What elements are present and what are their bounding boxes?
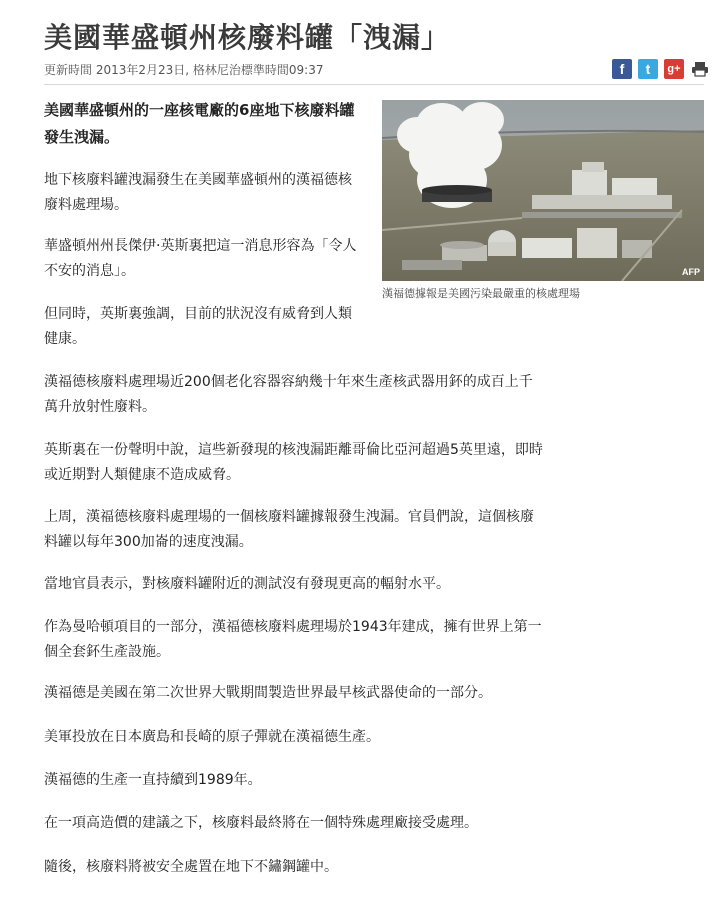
headline: 美國華盛頓州核廢料罐「洩漏」: [44, 21, 451, 54]
paragraph: 但同時，英斯裏強調，目前的狀況沒有威脅到人類健康。: [44, 306, 352, 347]
article-figure: [382, 100, 704, 301]
paragraph: 作為曼哈頓項目的一部分，漢福德核廢料處理場於1943年建成，擁有世界上第一個全套鈈生產設施。: [44, 619, 542, 660]
facebook-share-icon[interactable]: f: [612, 59, 632, 79]
paragraph: 當地官員表示，對核廢料罐附近的測試沒有發現更高的輻射水平。: [44, 576, 450, 592]
paragraph: 漢福德是美國在第二次世界大戰期間製造世界最早核武器使命的一部分。: [44, 685, 492, 701]
photo-credit: AFP: [682, 267, 700, 277]
print-icon[interactable]: [690, 59, 710, 79]
paragraph: 漢福德核廢料處理場近200個老化容器容納幾十年來生產核武器用鈈的成百上千萬升放射性廢料。: [44, 374, 533, 415]
twitter-share-icon[interactable]: t: [638, 59, 658, 79]
paragraph: 英斯裏在一份聲明中說，這些新發現的核洩漏距離哥倫比亞河超過5英里遠，即時或近期對人類健康不造成威脅。: [44, 442, 543, 483]
share-bar: [612, 58, 716, 80]
paragraph: 隨後，核廢料將被安全處置在地下不鏽鋼罐中。: [44, 859, 338, 875]
paragraph: 上周，漢福德核廢料處理場的一個核廢料罐據報發生洩漏。官員們說，這個核廢料罐以每年300加崙的速度洩漏。: [44, 509, 534, 550]
paragraph: 在一項高造價的建議之下，核廢料最終將在一個特殊處理廠接受處理。: [44, 815, 478, 831]
header-divider: [44, 84, 704, 85]
paragraph: 地下核廢料罐洩漏發生在美國華盛頓州的漢福德核廢料處理場。: [44, 172, 352, 213]
photo-caption: 漢福德據報是美國污染最嚴重的核處理場: [382, 287, 580, 300]
hanford-site-photo: [382, 100, 704, 281]
article-intro: 美國華盛頓州的一座核電廠的6座地下核廢料罐發生洩漏。: [44, 101, 355, 146]
paragraph: 美軍投放在日本廣島和長崎的原子彈就在漢福德生產。: [44, 729, 380, 745]
updated-timestamp: 更新時間 2013年2月23日, 格林尼治標準時間09:37: [44, 63, 324, 77]
paragraph: 漢福德的生產一直持續到1989年。: [44, 772, 262, 788]
paragraph: 華盛頓州州長傑伊·英斯裏把這一消息形容為「令人不安的消息」。: [44, 238, 357, 279]
google-plus-share-icon[interactable]: g+: [664, 59, 684, 79]
